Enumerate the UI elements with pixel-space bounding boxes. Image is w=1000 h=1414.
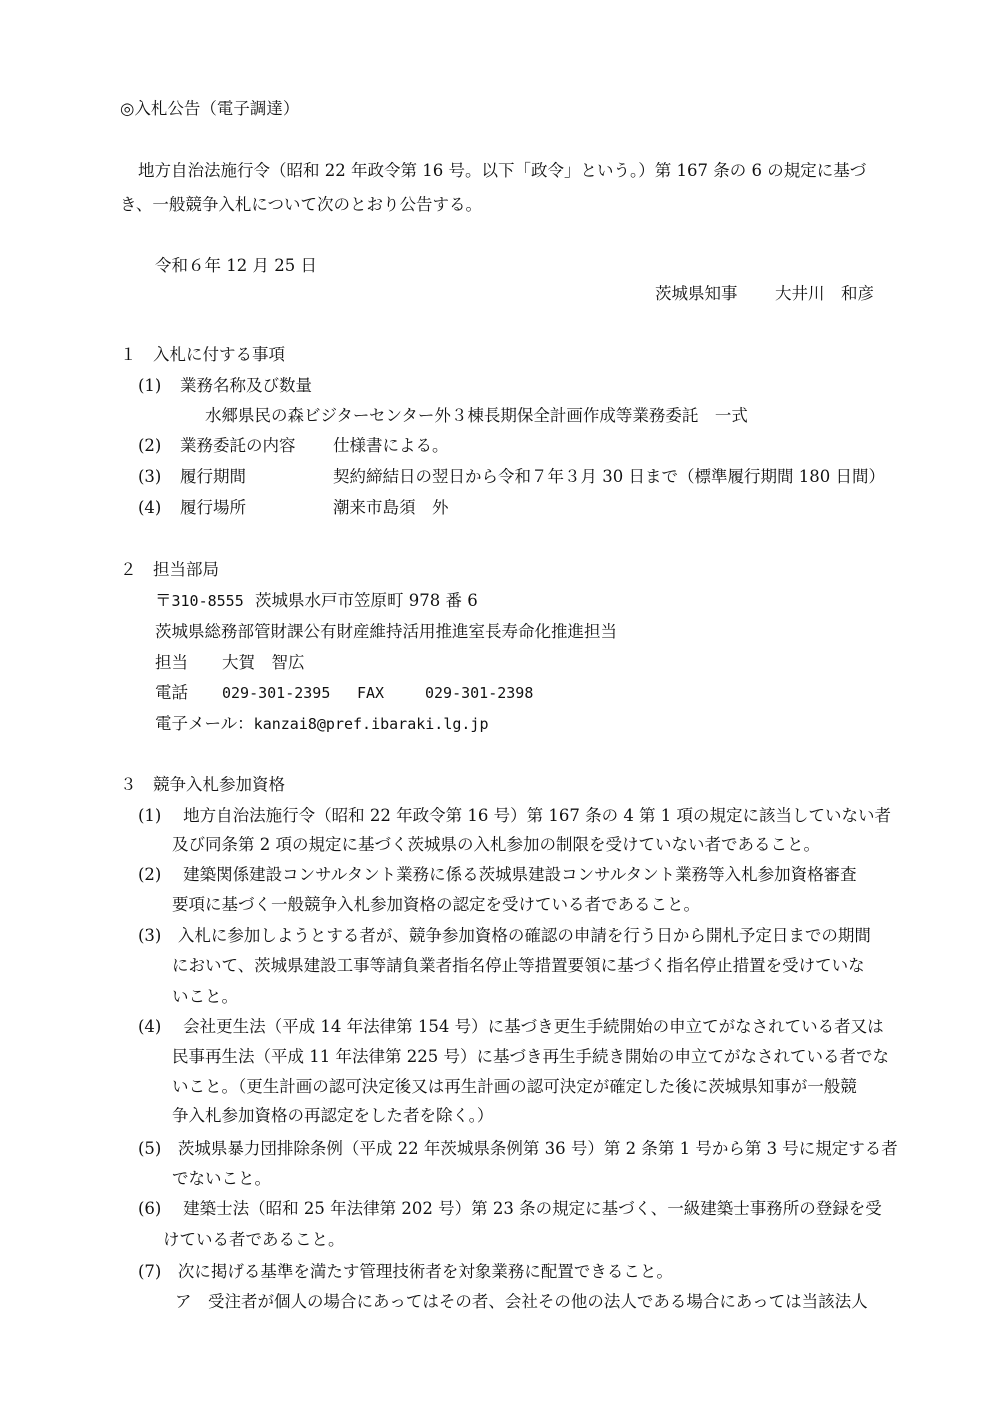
qual-2-line-2: 要項に基づく一般競争入札参加資格の認定を受けている者であること。 — [172, 895, 700, 914]
postal-code — [155, 593, 244, 610]
item-1-3-value: 契約締結日の翌日から令和７年３月 30 日まで（標準履行期間 180 日間） — [333, 467, 885, 486]
department: 茨城県総務部管財課公有財産維持活用推進室長寿命化推進担当 — [155, 622, 617, 641]
qual-7-line-1: (7) 次に掲げる基準を満たす管理技術者を対象業務に配置できること。 — [138, 1262, 673, 1281]
qual-6-line-2: けている者であること。 — [163, 1230, 345, 1249]
email-label: 電子メール： — [155, 714, 254, 733]
intro-line-1: 地方自治法施行令（昭和 22 年政令第 16 号。以下「政令」という。）第 167 条の 6 の規定に基づ — [138, 161, 867, 180]
business-name: 水郷県民の森ビジターセンター外３棟長期保全計画作成等業務委託 一式 — [205, 406, 748, 425]
phone-label: 電話 — [155, 683, 188, 702]
fax-number: 029-301-2398 — [425, 684, 534, 702]
section-1-heading: １ 入札に付する事項 — [120, 345, 285, 364]
section-3-heading: ３ 競争入札参加資格 — [120, 775, 285, 794]
phone-number: 029-301-2395 — [222, 684, 331, 702]
notice-date: 令和６年 12 月 25 日 — [155, 256, 317, 275]
item-1-2-value: 仕様書による。 — [333, 436, 449, 455]
qual-4-line-3: いこと。（更生計画の認可決定後又は再生計画の認可決定が確定した後に茨城県知事が一般競 — [172, 1077, 857, 1096]
issuer-name: 大井川 和彦 — [775, 284, 874, 303]
email-line — [155, 716, 488, 733]
item-1-1-label: 業務名称及び数量 — [180, 376, 312, 395]
address: 茨城県水戸市笠原町 978 番 6 — [255, 591, 478, 610]
issuer-title: 茨城県知事 — [655, 284, 738, 303]
intro-line-2: き、一般競争入札について次のとおり公告する。 — [120, 195, 483, 214]
item-1-4-value: 潮来市島須 外 — [333, 498, 449, 517]
postal-number: 310-8555 — [171, 592, 244, 610]
item-1-3-num: (3) — [138, 467, 162, 486]
qual-4-line-2: 民事再生法（平成 11 年法律第 225 号）に基づき再生手続き開始の申立てがなされている者でな — [172, 1047, 889, 1066]
qual-4-line-4: 争入札参加資格の再認定をした者を除く。） — [172, 1106, 494, 1125]
qual-3-line-2: において、茨城県建設工事等請負業者指名停止等措置要領に基づく指名停止措置を受けていな — [172, 956, 865, 975]
qual-5-line-2: でないこと。 — [172, 1169, 271, 1188]
item-1-2-label: 業務委託の内容 — [180, 436, 296, 455]
staff-label: 担当 — [155, 653, 188, 672]
notice-title: ◎入札公告（電子調達） — [120, 99, 300, 118]
item-1-4-label: 履行場所 — [180, 498, 246, 517]
qual-3-line-3: いこと。 — [172, 987, 238, 1006]
staff-name: 大賀 智広 — [222, 653, 305, 672]
item-1-3-label: 履行期間 — [180, 467, 246, 486]
fax-label: FAX — [357, 684, 385, 702]
qual-5-line-1: (5) 茨城県暴力団排除条例（平成 22 年茨城県条例第 36 号）第 2 条第 1 号から第 3 号に規定する者 — [138, 1139, 898, 1158]
item-1-4-num: (4) — [138, 498, 162, 517]
section-2-heading: ２ 担当部局 — [120, 560, 219, 579]
qual-7a-line-1: ア 受注者が個人の場合にあってはその者、会社その他の法人である場合にあっては当該法人 — [175, 1292, 868, 1311]
qual-1-line-1: (1) 地方自治法施行令（昭和 22 年政令第 16 号）第 167 条の 4 第 1 項の規定に該当していない者 — [138, 806, 892, 825]
item-1-1-num: (1) — [138, 376, 162, 395]
postal-mark: 〒 — [155, 591, 172, 610]
qual-1-line-2: 及び同条第 2 項の規定に基づく茨城県の入札参加の制限を受けていない者であること。 — [172, 835, 820, 854]
qual-4-line-1: (4) 会社更生法（平成 14 年法律第 154 号）に基づき更生手続開始の申立てがなされている者又は — [138, 1017, 884, 1036]
item-1-2-num: (2) — [138, 436, 162, 455]
qual-2-line-1: (2) 建築関係建設コンサルタント業務に係る茨城県建設コンサルタント業務等入札参加資格審査 — [138, 865, 857, 884]
qual-6-line-1: (6) 建築士法（昭和 25 年法律第 202 号）第 23 条の規定に基づく、一級建築士事務所の登録を受 — [138, 1199, 882, 1218]
email-address: kanzai8@pref.ibaraki.lg.jp — [253, 715, 489, 733]
qual-3-line-1: (3) 入札に参加しようとする者が、競争参加資格の確認の申請を行う日から開札予定日までの期間 — [138, 926, 871, 945]
